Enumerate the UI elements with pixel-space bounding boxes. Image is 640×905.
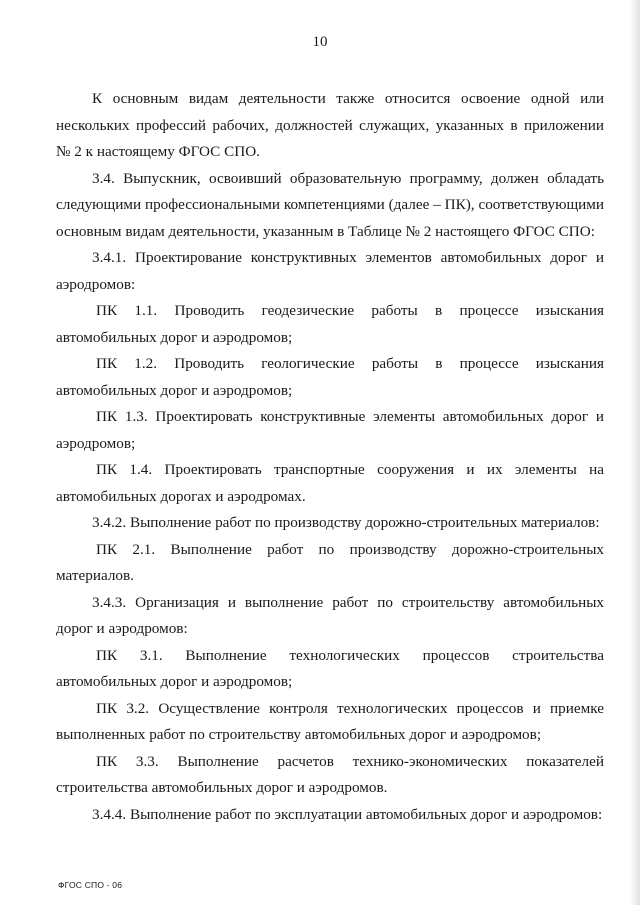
competency-pk-1-2: ПК 1.2. Проводить геологические работы в процессе изыскания автомобильных дорог и аэродромов;: [56, 355, 604, 399]
competency-pk-1-1: ПК 1.1. Проводить геодезические работы в процессе изыскания автомобильных дорог и аэродромов;: [56, 302, 604, 346]
competency-pk-1-4: ПК 1.4. Проектировать транспортные сооружения и их элементы на автомобильных дорогах и аэродромах.: [56, 461, 604, 505]
competency-pk-3-1: ПК 3.1. Выполнение технологических процессов строительства автомобильных дорог и аэродромов;: [56, 646, 604, 690]
paragraph-intro: К основным видам деятельности также относится освоение одной или нескольких профессий рабочих, должностей служащих, указанных в приложении № 2 к настоящему ФГОС СПО.: [56, 90, 604, 160]
paragraph-3-4-2: 3.4.2. Выполнение работ по производству дорожно-строительных материалов:: [92, 514, 600, 531]
paragraph-3-4-3: 3.4.3. Организация и выполнение работ по строительству автомобильных дорог и аэродромов:: [56, 593, 604, 637]
competency-pk-1-3: ПК 1.3. Проектировать конструктивные элементы автомобильных дорог и аэродромов;: [56, 408, 604, 452]
page-edge-shadow: [630, 0, 640, 905]
paragraph-3-4-4: 3.4.4. Выполнение работ по эксплуатации автомобильных дорог и аэродромов:: [92, 805, 603, 823]
document-body: [56, 86, 604, 828]
paragraph-3-4: 3.4. Выпускник, освоивший образовательную программу, должен обладать следующими профессиональными компетенциями (далее – ПК), соответствующими основным видам деятельности, указанным в Таблице № 2 настоящего ФГОС СПО:: [56, 169, 604, 240]
competency-pk-2-1: ПК 2.1. Выполнение работ по производству дорожно-строительных материалов.: [56, 540, 604, 584]
competency-pk-3-3: ПК 3.3. Выполнение расчетов технико-экономических показателей строительства автомобильных дорог и аэродромов.: [56, 752, 604, 796]
footer-code: ФГОС СПО - 06: [58, 880, 123, 890]
competency-pk-3-2: ПК 3.2. Осуществление контроля технологических процессов и приемке выполненных работ по строительству автомобильных дорог и аэродромов;: [56, 699, 604, 743]
paragraph-3-4-1: 3.4.1. Проектирование конструктивных элементов автомобильных дорог и аэродромов:: [56, 249, 604, 293]
page-number: 10: [312, 34, 328, 50]
